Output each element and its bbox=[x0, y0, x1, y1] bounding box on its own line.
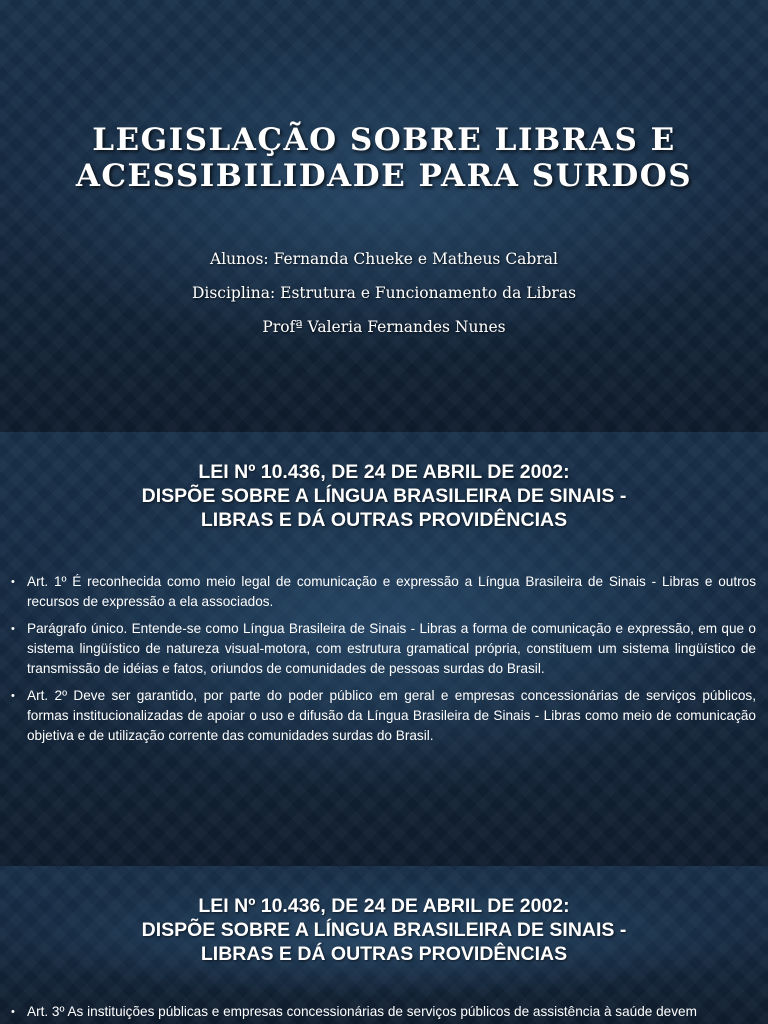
students-line: Alunos: Fernanda Chueke e Matheus Cabral bbox=[210, 250, 558, 268]
list-item bbox=[11, 572, 756, 612]
bullet-list bbox=[11, 572, 756, 753]
law-slide-2 bbox=[0, 866, 768, 1024]
list-item bbox=[11, 686, 756, 746]
slide-title-line-3: LIBRAS E DÁ OUTRAS PROVIDÊNCIAS bbox=[200, 943, 568, 965]
law-slide-1 bbox=[0, 432, 768, 866]
article-1-text: Art. 1º É reconhecida como meio legal de comunicação e expressão a Língua Brasileira de Sinais - Libras e outros recursos de expressão a ela associados. bbox=[27, 574, 756, 609]
bullet-icon: • bbox=[11, 623, 15, 635]
title-line-1: LEGISLAÇÃO SOBRE LIBRAS E bbox=[92, 122, 676, 158]
bullet-list bbox=[11, 1002, 756, 1024]
professor-line: Profª Valeria Fernandes Nunes bbox=[262, 318, 506, 336]
slide-title bbox=[0, 894, 768, 966]
discipline-line: Disciplina: Estrutura e Funcionamento da Libras bbox=[191, 284, 577, 302]
article-2-text: Art. 2º Deve ser garantido, por parte do poder público em geral e empresas concessionárias de serviços públicos, formas institucionalizadas de apoiar o uso e difusão da Língua Brasileira de Sinais - Libras como meio de comunicação objetiva e de utilização corrente das comunidades surdas do Brasil. bbox=[27, 688, 756, 743]
slide-title-line-3: LIBRAS E DÁ OUTRAS PROVIDÊNCIAS bbox=[200, 509, 568, 531]
slide-title-line-1: LEI Nº 10.436, DE 24 DE ABRIL DE 2002: bbox=[198, 461, 570, 483]
slide-title-line-1: LEI Nº 10.436, DE 24 DE ABRIL DE 2002: bbox=[198, 895, 570, 917]
bullet-icon: • bbox=[11, 576, 15, 588]
slide-title-line-2: DISPÕE SOBRE A LÍNGUA BRASILEIRA DE SINAIS - bbox=[141, 485, 627, 507]
list-item bbox=[11, 1002, 756, 1022]
bullet-icon: • bbox=[11, 690, 15, 702]
slide-title-line-2: DISPÕE SOBRE A LÍNGUA BRASILEIRA DE SINAIS - bbox=[141, 919, 627, 941]
title-line-2: ACESSIBILIDADE PARA SURDOS bbox=[75, 158, 693, 194]
article-3-text: Art. 3º As instituições públicas e empresas concessionárias de serviços públicos de assistência à saúde devem bbox=[27, 1004, 697, 1019]
list-item bbox=[11, 619, 756, 679]
paragrafo-unico-text: Parágrafo único. Entende-se como Língua Brasileira de Sinais - Libras a forma de comunicação e expressão, em que o sistema lingüístico de natureza visual-motora, com estrutura gramatical própria, constituem um sistema lingüístico de transmissão de idéias e fatos, oriundos de comunidades de pessoas surdas do Brasil. bbox=[27, 621, 756, 676]
slide-title bbox=[0, 460, 768, 532]
cover-slide bbox=[0, 0, 768, 432]
bullet-icon: • bbox=[11, 1006, 15, 1018]
presentation-title bbox=[0, 122, 768, 194]
